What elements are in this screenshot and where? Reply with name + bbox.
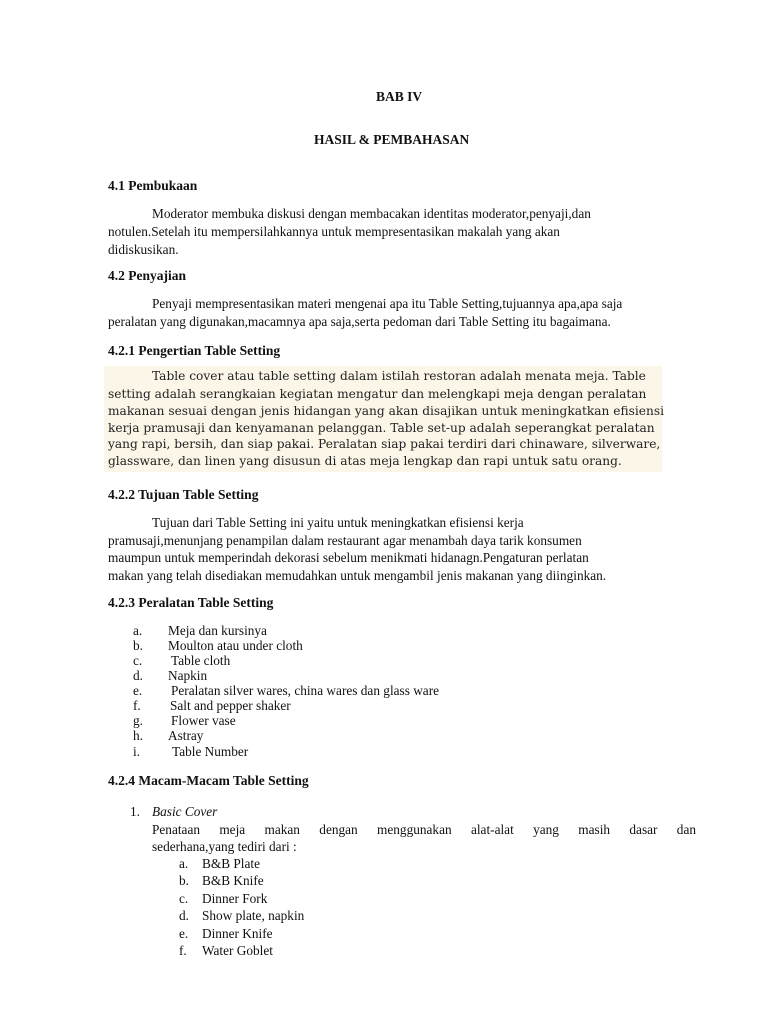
- basic-cover-item-letter: a.: [179, 856, 189, 871]
- basic-cover-item-text: Show plate, napkin: [202, 908, 305, 923]
- section-4-2-3-heading: 4.2.3 Peralatan Table Setting: [108, 595, 274, 610]
- definition-line: makanan sesuai dengan jenis hidangan yang akan disajikan untuk meningkatkan efisiensi: [108, 404, 664, 418]
- section-4-1-line: Moderator membuka diskusi dengan membacakan identitas moderator,penyaji,dan: [152, 206, 591, 221]
- equipment-item-text: Peralatan silver wares, china wares dan glass ware: [171, 683, 440, 698]
- section-4-2-2-line: makan yang telah disediakan memudahkan untuk mengambil jenis makanan yang diinginkan.: [108, 568, 607, 583]
- section-4-2-2-line: pramusaji,menunjang penampilan dalam restaurant agar menambah daya tarik konsumen: [108, 533, 582, 548]
- equipment-item-letter: f.: [133, 698, 141, 713]
- section-4-2-heading: 4.2 Penyajian: [108, 268, 187, 283]
- equipment-item-text: Salt and pepper shaker: [170, 698, 291, 713]
- equipment-item-letter: h.: [133, 728, 143, 743]
- chapter-title: HASIL & PEMBAHASAN: [314, 132, 470, 147]
- equipment-item-letter: c.: [133, 653, 143, 668]
- section-4-2-2-heading: 4.2.2 Tujuan Table Setting: [108, 487, 259, 502]
- equipment-item-letter: b.: [133, 638, 143, 653]
- equipment-item-text: Moulton atau under cloth: [168, 638, 303, 653]
- basic-cover-line: Penataan meja makan dengan menggunakan alat-alat yang masih dasar dan: [152, 822, 696, 837]
- basic-cover-number: 1.: [130, 804, 140, 819]
- section-4-1-heading: 4.1 Pembukaan: [108, 178, 198, 193]
- basic-cover-title: Basic Cover: [152, 804, 218, 819]
- basic-cover-item-letter: f.: [179, 943, 187, 958]
- section-4-2-1-heading: 4.2.1 Pengertian Table Setting: [108, 343, 281, 358]
- chapter-number: BAB IV: [376, 89, 423, 104]
- equipment-item-text: Table cloth: [171, 653, 231, 668]
- equipment-item-text: Napkin: [168, 668, 208, 683]
- definition-line: Table cover atau table setting dalam istilah restoran adalah menata meja. Table: [152, 369, 646, 383]
- definition-line: setting adalah serangkaian kegiatan mengatur dan melengkapi meja dengan peralatan: [108, 387, 647, 401]
- section-4-2-line: Penyaji mempresentasikan materi mengenai apa itu Table Setting,tujuannya apa,apa saja: [152, 296, 623, 311]
- equipment-item-text: Meja dan kursinya: [168, 623, 267, 638]
- section-4-1-line: notulen.Setelah itu mempersilahkannya untuk mempresentasikan makalah yang akan: [108, 224, 560, 239]
- basic-cover-item-text: B&B Knife: [202, 873, 264, 888]
- equipment-item-letter: a.: [133, 623, 143, 638]
- equipment-item-letter: d.: [133, 668, 143, 683]
- basic-cover-item-text: B&B Plate: [202, 856, 260, 871]
- equipment-item-text: Flower vase: [171, 713, 236, 728]
- basic-cover-item-letter: e.: [179, 926, 189, 941]
- equipment-item-text: Table Number: [172, 744, 249, 759]
- equipment-item-letter: i.: [133, 744, 141, 759]
- equipment-item-text: Astray: [168, 728, 204, 743]
- definition-line: yang rapi, bersih, dan siap pakai. Peralatan siap pakai terdiri dari chinaware, silverware,: [108, 437, 661, 451]
- equipment-item-letter: e.: [133, 683, 143, 698]
- section-4-2-2-line: Tujuan dari Table Setting ini yaitu untuk meningkatkan efisiensi kerja: [152, 515, 524, 530]
- definition-line: glassware, dan linen yang disusun di atas meja lengkap dan rapi untuk satu orang.: [108, 454, 622, 468]
- basic-cover-item-letter: b.: [179, 873, 189, 888]
- basic-cover-item-text: Dinner Knife: [202, 926, 273, 941]
- basic-cover-item-letter: c.: [179, 891, 189, 906]
- section-4-2-2-line: maumpun untuk memperindah dekorasi sebelum menikmati hidanagn.Pengaturan perlatan: [108, 550, 589, 565]
- section-4-2-4-heading: 4.2.4 Macam-Macam Table Setting: [108, 773, 309, 788]
- definition-line: kerja pramusaji dan kenyamanan pelanggan. Table set-up adalah seperangkat peralatan: [108, 421, 655, 435]
- basic-cover-item-text: Water Goblet: [202, 943, 273, 958]
- basic-cover-line: sederhana,yang tediri dari :: [152, 839, 297, 854]
- basic-cover-item-letter: d.: [179, 908, 189, 923]
- section-4-1-line: didiskusikan.: [108, 242, 179, 257]
- section-4-2-line: peralatan yang digunakan,macamnya apa saja,serta pedoman dari Table Setting itu bagaimana.: [108, 314, 611, 329]
- basic-cover-item-text: Dinner Fork: [202, 891, 268, 906]
- equipment-item-letter: g.: [133, 713, 143, 728]
